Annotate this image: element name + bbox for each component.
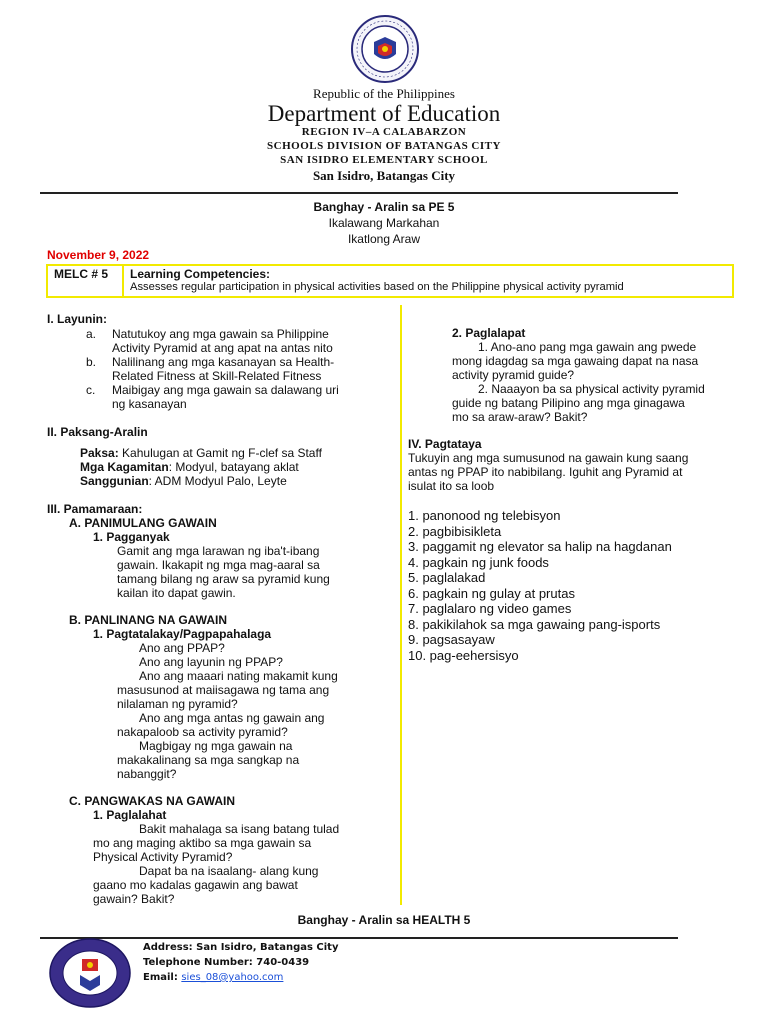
panimula-heading: A. PANIMULANG GAWAIN	[69, 516, 217, 530]
deped-seal	[350, 14, 420, 84]
list-item: 9. pagsasayaw	[408, 632, 495, 647]
melc-separator	[122, 266, 124, 296]
footer-divider	[40, 937, 678, 939]
list-item: 3. paggamit ng elevator sa halip na hagdanan	[408, 539, 672, 554]
school-logo	[48, 937, 132, 1009]
layunin-item: c. Maibigay ang mga gawain sa dalawang uri ng kasanayan	[86, 383, 339, 411]
list-item: 6. pagkain ng gulay at prutas	[408, 585, 575, 601]
plan-day: Ikatlong Araw	[347, 232, 421, 246]
footer-address: Address: San Isidro, Batangas City	[143, 942, 339, 953]
region-line: REGION IV–A CALABARZON	[301, 126, 467, 138]
pangwakas-heading: C. PANGWAKAS NA GAWAIN	[69, 794, 236, 808]
health-title: Banghay - Aralin sa HEALTH 5	[297, 913, 471, 927]
paglalahat-text: Bakit mahalaga sa isang batang tulad mo ang maging aktibo sa mga gawain sa Physical Activity Pyramid? Dapat ba na isaalang- alang kung gaano mo kadalas gagawin ang bawat gawain? Bakit?	[93, 822, 340, 906]
department-name: Department of Education	[267, 101, 501, 126]
pagganyak-text: Gamit ang mga larawan ng iba't-ibang gawain. Ikakapit ng mga mag-aaral sa tamang bilang ng araw sa pyramid kung kailan ito dapat gawin.	[117, 544, 330, 600]
panlinang-heading: B. PANLINANG NA GAWAIN	[69, 613, 227, 627]
list-item: 4. pagkain ng junk foods	[408, 554, 549, 570]
column-divider	[400, 305, 402, 905]
lesson-date: November 9, 2022	[47, 248, 150, 262]
paglalahat-heading: 1. Paglalahat	[93, 808, 167, 822]
layunin-item: a. Natutukoy ang mga gawain sa Philippine Activity Pyramid at ang apat na antas nito	[86, 327, 333, 355]
footer-telephone: Telephone Number: 740-0439	[143, 957, 310, 968]
list-item: 2. pagbibisikleta	[408, 523, 502, 539]
location-line: San Isidro, Batangas City	[312, 168, 456, 183]
layunin-item: b. Nalilinang ang mga kasanayan sa Health- Related Fitness at Skill-Related Fitness	[86, 355, 335, 383]
division-line: SCHOOLS DIVISION OF BATANGAS CITY	[267, 140, 501, 152]
republic-line: Republic of the Philippines	[313, 86, 455, 101]
sanggunian-line: Sanggunian: ADM Modyul Palo, Leyte	[80, 474, 287, 488]
paksa-details	[80, 446, 398, 488]
pagtataya-items	[408, 508, 758, 663]
paglalapat-heading: 2. Paglalapat	[452, 326, 526, 340]
melc-label: MELC # 5	[54, 267, 109, 281]
plan-title: Banghay - Aralin sa PE 5	[313, 200, 455, 214]
list-item: 10. pag-eehersisyo	[408, 647, 519, 663]
pagtatalakay-heading: 1. Pagtatalakay/Pagpapahalaga	[93, 627, 272, 641]
paksa-line: Paksa: Kahulugan at Gamit ng F-clef sa Staff	[80, 446, 322, 460]
pagtatalakay-questions: Ano ang PPAP? Ano ang layunin ng PPAP? Ano ang maaari nating makamit kung masusunod at maiisagawa ng tama ang nilalaman ng pyramid? Ano ang mga antas ng gawain ang nakapaloob sa activity pyramid? Magbigay ng mga gawain na makakalinang sa mga sangkap na nabanggit?	[117, 641, 338, 781]
layunin-heading: I. Layunin:	[47, 312, 107, 326]
header-divider	[40, 192, 678, 194]
email-link[interactable]: sies_08@yahoo.com	[181, 972, 284, 983]
paksa-heading: II. Paksang-Aralin	[47, 425, 148, 439]
footer-email-line: Email: sies_08@yahoo.com	[143, 972, 284, 983]
kagamitan-line: Mga Kagamitan: Modyul, batayang aklat	[80, 460, 299, 474]
melc-text: Assesses regular participation in physical activities based on the Philippine physical activity pyramid	[130, 281, 624, 293]
melc-box	[46, 264, 734, 298]
pagganyak-heading: 1. Pagganyak	[93, 530, 170, 544]
melc-heading: Learning Competencies:	[130, 267, 271, 281]
list-item: 1. panonood ng telebisyon	[408, 508, 561, 523]
pagtataya-instructions: Tukuyin ang mga sumusunod na gawain kung saang antas ng PPAP ito nabibilang. Iguhit ang Pyramid at isulat ito sa loob	[408, 451, 689, 493]
school-line: SAN ISIDRO ELEMENTARY SCHOOL	[280, 154, 488, 166]
pamamaraan-heading: III. Pamamaraan:	[47, 502, 143, 516]
pagtataya-heading: IV. Pagtataya	[408, 437, 482, 451]
list-item: 8. pakikilahok sa mga gawaing pang-isports	[408, 616, 661, 632]
plan-quarter: Ikalawang Markahan	[328, 216, 440, 230]
list-item: 5. paglalakad	[408, 570, 486, 585]
layunin-list	[86, 327, 396, 411]
paglalapat-text: 1. Ano-ano pang mga gawain ang pwede mong idagdag sa mga gawaing dapat na nasa activity pyramid guide? 2. Naaayon ba sa physical activity pyramid guide ng batang Pilipino ang mga ginagawa mo sa araw-araw? Bakit?	[452, 340, 705, 424]
list-item: 7. paglalaro ng video games	[408, 601, 572, 616]
